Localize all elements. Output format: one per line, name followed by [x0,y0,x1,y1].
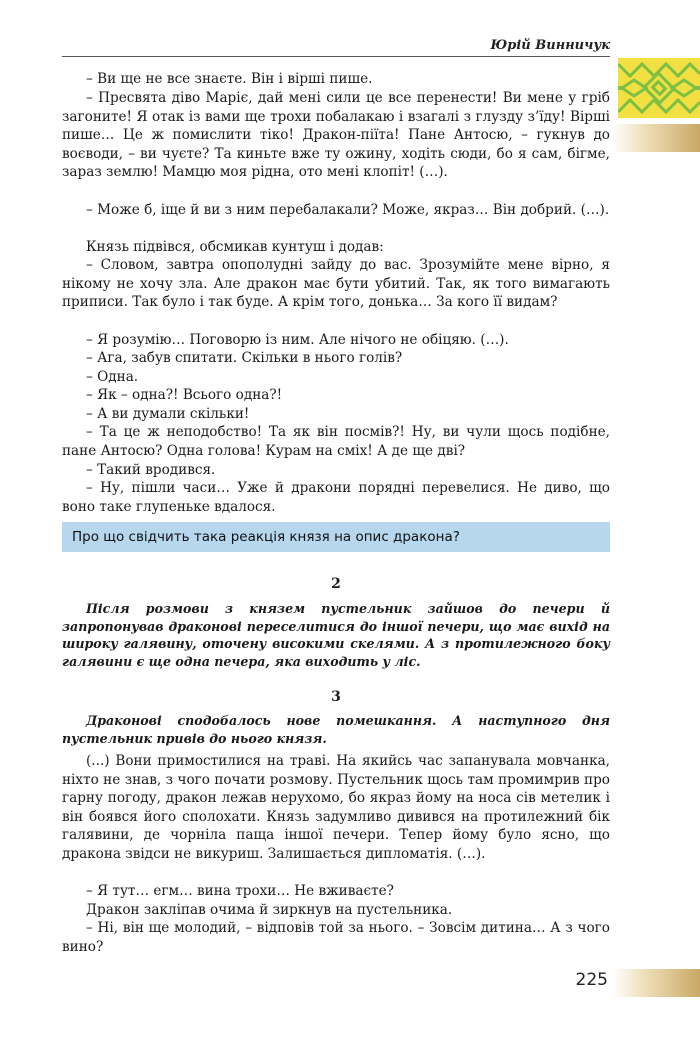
dialogue-paragraph: – Ну, пішли часи… Уже й дракони порядні перевелися. Не диво, що воно таке глупеньке вдалося. [62,480,610,515]
dialogue-paragraph: – Такий вродився. [86,462,216,478]
dialogue-paragraph: – Словом, завтра опополудні зайду до вас. Зрозумійте мене вірно, я нікому не хочу зла. Але дракон має бути убитий. Так, як того вимагають приписи. Так було і так буде. А крім того, донька… За кого її видам? [62,257,610,311]
embroidery-ornament-icon [618,58,700,118]
section-number: 2 [331,576,341,592]
dialogue-paragraph: – Одна. [86,369,139,385]
page-number: 225 [575,970,608,990]
dialogue-paragraph: – А ви думали скільки! [86,406,250,422]
dialogue-paragraph: – Я тут… егм… вина трохи… Не вживаєте? [86,883,394,899]
header-rule [62,56,610,57]
narration-paragraph: Дракон закліпав очима й зиркнув на пустельника. [86,902,453,918]
dialogue-paragraph: – Ви ще не все знаєте. Він і вірші пише. [86,71,373,87]
section-summary: Драконові сподобалось нове помешкання. А наступного дня пустельник привів до нього князя. [62,713,610,746]
question-text: Про що свідчить така реакція князя на опис дракона? [72,529,460,545]
question-box [62,522,610,552]
dialogue-paragraph: – Ага, забув спитати. Скільки в нього голів? [86,350,403,366]
dialogue-paragraph: – Ні, він ще молодий, – відповів той за нього. – Зовсім дитина… А з чого вино? [62,920,610,955]
section-number: 3 [331,689,341,705]
dialogue-paragraph: – Пресвята діво Маріє, дай мені сили це все перенести! Ви мене у гріб загоните! Я отак із вами ще трохи побалакаю і взагалі з глузду з’їду! Вірші пише… Це ж помислити тіко! Дракон-піїта! Пане Антосю, – гукнув до воєводи, – ви чуєте? Та киньте вже ту ожину, ходіть сюди, бо я сам, бігме, зараз землю! Мамцю моя рідна, ото мені клопіт! (…). [62,90,610,181]
dialogue-paragraph: – Я розумію… Поговорю із ним. Але нічого не обіцяю. (…). [86,332,509,348]
header-author: Юрій Винничук [490,38,610,53]
section-summary: Після розмови з князем пустельник зайшов до печери й запропонував драконові переселитися до іншої печери, що має вихід на широку галявину, оточену високими скелями. А з протилежного боку галявини є ще одна печера, яка виходить у ліс. [62,601,610,669]
narration-paragraph: Князь підвівся, обсмикав кунтуш і додав: [86,239,384,255]
dialogue-paragraph: – Як – одна?! Всього одна?! [86,387,283,403]
dialogue-paragraph: – Та це ж неподобство! Та як він посмів?! Ну, ви чули щось подібне, пане Антосю? Одна голова! Курам на сміх! А де ще дві? [62,424,610,459]
dialogue-paragraph: – Може б, іще й ви з ним перебалакали? Може, якраз… Він добрий. (…). [86,202,610,218]
narration-paragraph: (...) Вони примостилися на траві. На якийсь час запанувала мовчанка, ніхто не знав, з чого почати розмову. Пустельник щось там промимрив про гарну погоду, дракон лежав нерухомо, бо якраз йому на носа сів метелик і він боявся його сполохати. Князь задумливо дивився на протилежний бік галявини, де чорніла паща іншої печери. Тепер йому було ясно, що дракона звідси не викуриш. Залишається дипломатія. (…). [62,753,610,862]
decorative-footer-band [612,969,700,997]
decorative-side-band [612,124,700,152]
